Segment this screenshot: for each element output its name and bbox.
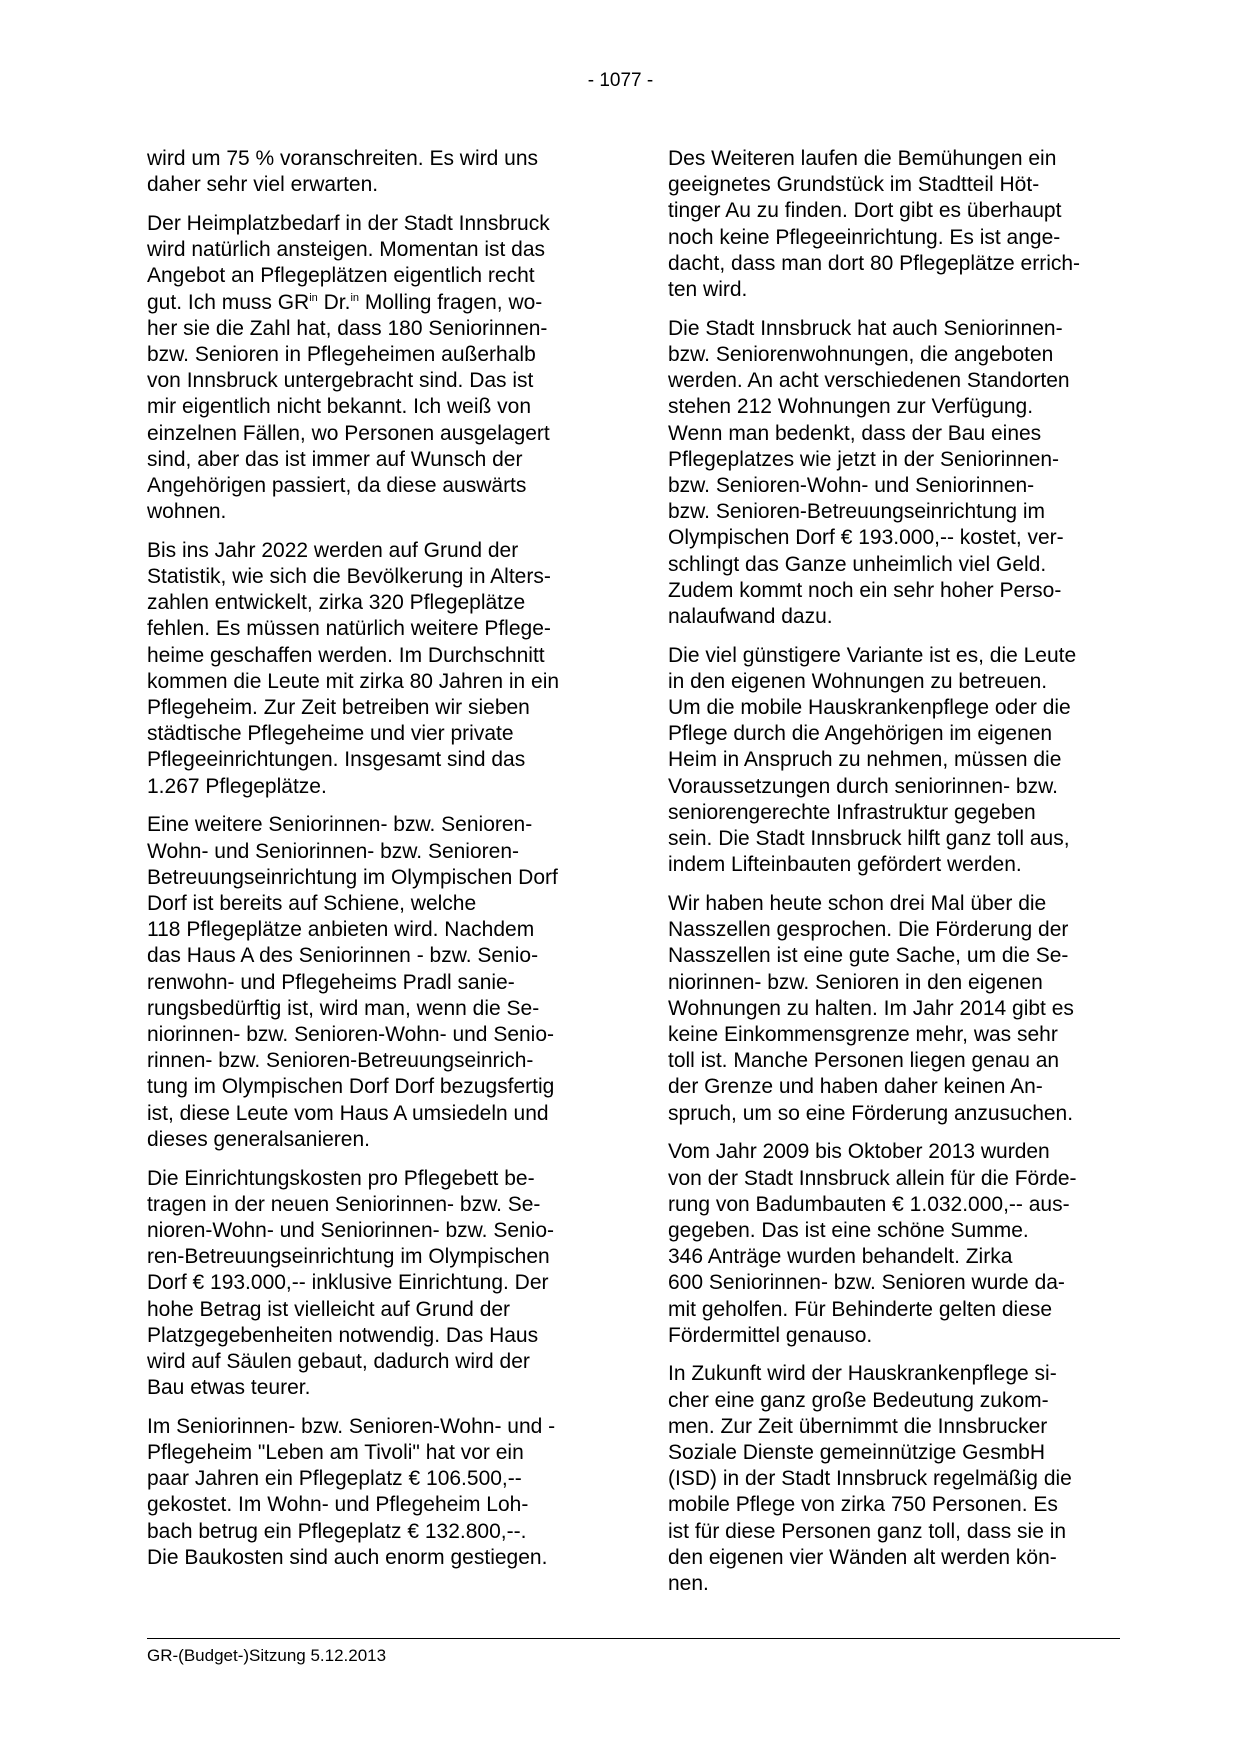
text-line: Pflegeheim "Leben am Tivoli" hat vor ein: [147, 1441, 524, 1465]
paragraph: [147, 146, 607, 198]
text-line: Angehörigen passiert, da diese auswärts: [147, 473, 527, 497]
text-line: (ISD) in der Stadt Innsbruck regelmäßig die: [668, 1467, 1072, 1491]
footer-session-label: GR-(Budget-)Sitzung 5.12.2013: [147, 1646, 387, 1665]
text-line: Des Weiteren laufen die Bemühungen ein: [668, 147, 1057, 170]
text-line: Betreuungseinrichtung im Olympischen Dorf: [147, 865, 558, 889]
text-line: Wohn- und Seniorinnen- bzw. Senioren-: [147, 839, 520, 863]
text-line: Pflegeheim. Zur Zeit betreiben wir sieben: [147, 696, 530, 720]
text-line: städtische Pflegeheime und vier private: [147, 722, 514, 746]
text-line: daher sehr viel erwarten.: [147, 173, 379, 197]
text-line: indem Lifteinbauten gefördert werden.: [668, 853, 1022, 877]
text-line: kommen die Leute mit zirka 80 Jahren in ein: [147, 669, 560, 693]
text-line: Die viel günstigere Variante ist es, die Leute: [668, 643, 1077, 667]
text-line: ten wird.: [668, 278, 748, 302]
footer-divider: [147, 1638, 1120, 1639]
text-line: Fördermittel genauso.: [668, 1323, 873, 1347]
text-line: dieses generalsanieren.: [147, 1127, 370, 1151]
text-line: spruch, um so eine Förderung anzusuchen.: [668, 1101, 1074, 1125]
paragraph: [668, 643, 1128, 879]
paragraph: [668, 891, 1128, 1127]
text-line: Heim in Anspruch zu nehmen, müssen die: [668, 748, 1062, 772]
text-line: renwohn- und Pflegeheims Pradl sanie-: [147, 970, 515, 994]
paragraph: [147, 1166, 607, 1402]
superscript-suffix: in: [350, 291, 360, 304]
paragraph: [668, 146, 1128, 303]
text-line: 600 Seniorinnen- bzw. Senioren wurde da-: [668, 1271, 1065, 1295]
text-line: zahlen entwickelt, zirka 320 Pflegeplätze: [147, 591, 526, 615]
text-line: bach betrug ein Pflegeplatz € 132.800,--.: [147, 1519, 527, 1543]
text-line: Die Baukosten sind auch enorm gestiegen.: [147, 1545, 548, 1569]
text-line: heime geschaffen werden. Im Durchschnitt: [147, 643, 545, 667]
text-line: wohnen.: [147, 500, 227, 524]
text-line: seniorengerechte Infrastruktur gegeben: [668, 800, 1036, 824]
text-line: Zudem kommt noch ein sehr hoher Perso-: [668, 578, 1062, 602]
text-line: ren-Betreuungseinrichtung im Olympischen: [147, 1245, 550, 1269]
text-line: cher eine ganz große Bedeutung zukom-: [668, 1388, 1049, 1412]
text-line: In Zukunft wird der Hauskrankenpflege si-: [668, 1362, 1057, 1386]
text-line: gut. Ich muss $GR^{in}$ Dr.$^{in}$ Molling fragen, wo-: [147, 290, 543, 314]
text-line: ist, diese Leute vom Haus A umsiedeln und: [147, 1101, 549, 1125]
text-line: mit geholfen. Für Behinderte gelten diese: [668, 1297, 1053, 1321]
text-line: wird um 75 % voranschreiten. Es wird uns: [147, 147, 538, 170]
text-line: tinger Au zu finden. Dort gibt es überhaupt: [668, 199, 1062, 223]
text-line: 118 Pflegeplätze anbieten wird. Nachdem: [147, 918, 535, 942]
text-line: nalaufwand dazu.: [668, 604, 833, 628]
text-line: nioren-Wohn- und Seniorinnen- bzw. Senio-: [147, 1218, 555, 1242]
text-line: Angebot an Pflegeplätzen eigentlich recht: [147, 264, 535, 288]
text-line: bzw. Senioren-Betreuungseinrichtung im: [668, 500, 1046, 524]
text-line: Nasszellen ist eine gute Sache, um die Se-: [668, 944, 1069, 968]
text-line: von Innsbruck untergebracht sind. Das ist: [147, 369, 534, 393]
text-line: tung im Olympischen Dorf Dorf bezugsfertig: [147, 1075, 555, 1099]
text-line: mobile Pflege von zirka 750 Personen. Es: [668, 1493, 1058, 1517]
text-line: geeignetes Grundstück im Stadtteil Höt-: [668, 173, 1040, 197]
left-column: [147, 146, 607, 1584]
text-line: sind, aber das ist immer auf Wunsch der: [147, 447, 523, 471]
text-line: bzw. Seniorenwohnungen, die angeboten: [668, 342, 1054, 366]
text-line: toll ist. Manche Personen liegen genau an: [668, 1049, 1060, 1073]
text-line: stehen 212 Wohnungen zur Verfügung.: [668, 395, 1034, 419]
text-line: gekostet. Im Wohn- und Pflegeheim Loh-: [147, 1493, 529, 1517]
text-line: Dorf ist bereits auf Schiene, welche: [147, 891, 477, 915]
text-line: schlingt das Ganze unheimlich viel Geld.: [668, 552, 1047, 576]
text-line: hohe Betrag ist vielleicht auf Grund der: [147, 1297, 511, 1321]
text-line: einzelnen Fällen, wo Personen ausgelagert: [147, 421, 550, 445]
text-line: Voraussetzungen durch seniorinnen- bzw.: [668, 774, 1058, 798]
text-line: Wohnungen zu halten. Im Jahr 2014 gibt es: [668, 996, 1074, 1020]
text-line: niorinnen- bzw. Senioren-Wohn- und Senio-: [147, 1023, 555, 1046]
text-line: rinnen- bzw. Senioren-Betreuungseinrich-: [147, 1049, 534, 1073]
text-line: Die Stadt Innsbruck hat auch Seniorinnen-: [668, 316, 1063, 340]
paragraph: [668, 1139, 1128, 1349]
superscript-suffix: in: [309, 291, 318, 304]
text-line: 1.267 Pflegeplätze.: [147, 774, 327, 798]
text-line: Im Seniorinnen- bzw. Senioren-Wohn- und -: [147, 1414, 556, 1438]
text-line: gegeben. Das ist eine schöne Summe.: [668, 1218, 1029, 1242]
text-line: ist für diese Personen ganz toll, dass sie in: [668, 1519, 1067, 1543]
text-line: Nasszellen gesprochen. Die Förderung der: [668, 918, 1069, 942]
text-line: sein. Die Stadt Innsbruck hilft ganz toll aus,: [668, 827, 1070, 851]
paragraph: [668, 316, 1128, 630]
text-line: bzw. Senioren-Wohn- und Seniorinnen-: [668, 473, 1035, 497]
text-line: mir eigentlich nicht bekannt. Ich weiß von: [147, 395, 532, 419]
text-line: werden. An acht verschiedenen Standorten: [668, 369, 1070, 393]
text-line: noch keine Pflegeeinrichtung. Es ist ange-: [668, 225, 1061, 249]
text-line: tragen in der neuen Seniorinnen- bzw. Se-: [147, 1192, 541, 1216]
text-line: men. Zur Zeit übernimmt die Innsbrucker: [668, 1414, 1048, 1438]
text-line: fehlen. Es müssen natürlich weitere Pflege-: [147, 617, 551, 641]
page-number: - 1077 -: [587, 70, 654, 91]
text-line: von der Stadt Innsbruck allein für die Förde-: [668, 1166, 1077, 1190]
text-line: der Grenze und haben daher keinen An-: [668, 1075, 1043, 1099]
text-line: Bis ins Jahr 2022 werden auf Grund der: [147, 538, 519, 562]
paragraph: [147, 538, 607, 800]
paragraph: [147, 812, 607, 1153]
text-line: nen.: [668, 1572, 709, 1596]
text-line: bzw. Senioren in Pflegeheimen außerhalb: [147, 342, 536, 366]
text-line: keine Einkommensgrenze mehr, was sehr: [668, 1023, 1058, 1046]
text-line: rungsbedürftig ist, wird man, wenn die Se-: [147, 996, 540, 1020]
text-line: Pflege durch die Angehörigen im eigenen: [668, 722, 1053, 746]
paragraph: [147, 1414, 607, 1571]
text-line: Der Heimplatzbedarf in der Stadt Innsbruck: [147, 211, 550, 235]
text-line: Eine weitere Seniorinnen- bzw. Senioren-: [147, 813, 533, 837]
text-line: Olympischen Dorf € 193.000,-- kostet, ver-: [668, 526, 1064, 550]
text-line: Soziale Dienste gemeinnützige GesmbH: [668, 1441, 1046, 1465]
text-line: rung von Badumbauten € 1.032.000,-- aus-: [668, 1192, 1070, 1216]
text-line: her sie die Zahl hat, dass 180 Seniorinnen-: [147, 316, 548, 340]
text-line: Statistik, wie sich die Bevölkerung in Alters-: [147, 565, 551, 589]
text-line: Dorf € 193.000,-- inklusive Einrichtung. Der: [147, 1271, 549, 1295]
text-line: Pflegeeinrichtungen. Insgesamt sind das: [147, 748, 526, 772]
text-line: Vom Jahr 2009 bis Oktober 2013 wurden: [668, 1140, 1050, 1164]
text-line: Wenn man bedenkt, dass der Bau eines: [668, 421, 1042, 445]
paragraph: [147, 211, 607, 525]
text-line: den eigenen vier Wänden alt werden kön-: [668, 1545, 1057, 1569]
text-line: niorinnen- bzw. Senioren in den eigenen: [668, 970, 1043, 994]
text-line: paar Jahren ein Pflegeplatz € 106.500,--: [147, 1467, 522, 1491]
text-line: Wir haben heute schon drei Mal über die: [668, 891, 1047, 915]
text-line: das Haus A des Seniorinnen - bzw. Senio-: [147, 944, 539, 968]
text-line: wird natürlich ansteigen. Momentan ist das: [147, 238, 546, 262]
text-line: wird auf Säulen gebaut, dadurch wird der: [147, 1349, 530, 1373]
text-line: Bau etwas teurer.: [147, 1376, 311, 1400]
text-line: Platzgegebenheiten notwendig. Das Haus: [147, 1323, 539, 1347]
text-line: dacht, dass man dort 80 Pflegeplätze errich-: [668, 251, 1081, 275]
right-column: [668, 146, 1128, 1610]
paragraph: [668, 1361, 1128, 1597]
text-line: in den eigenen Wohnungen zu betreuen.: [668, 669, 1048, 693]
text-line: Um die mobile Hauskrankenpflege oder die: [668, 696, 1071, 720]
text-line: 346 Anträge wurden behandelt. Zirka: [668, 1245, 1013, 1269]
text-line: Die Einrichtungskosten pro Pflegebett be-: [147, 1166, 535, 1190]
text-line: Pflegeplatzes wie jetzt in der Seniorinnen-: [668, 447, 1060, 471]
